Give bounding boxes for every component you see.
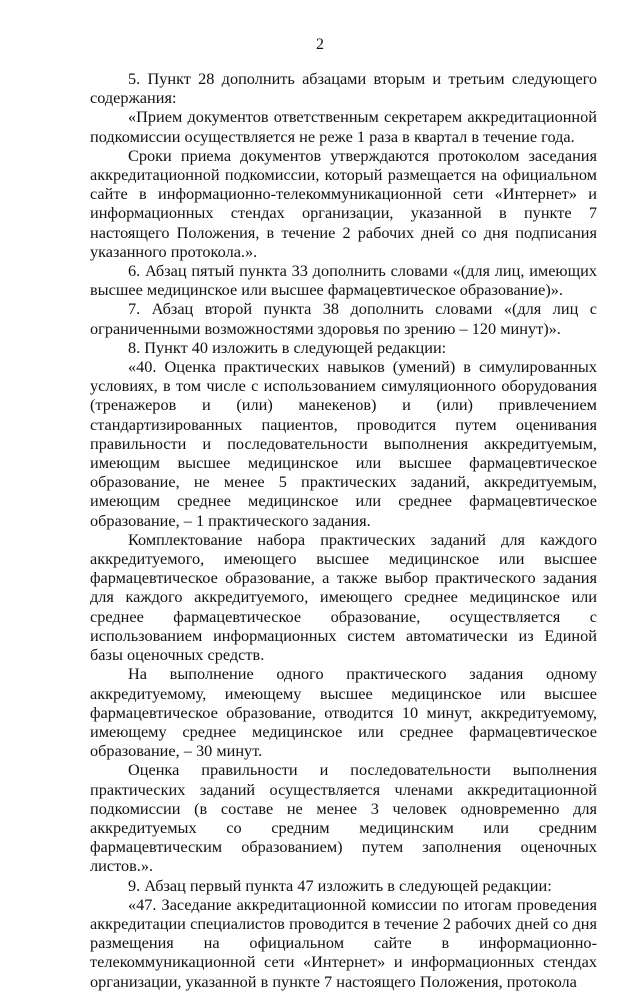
paragraph-point-40: «40. Оценка практических навыков (умений) в симулированных условиях, в том числе с использованием симуляционного оборудования (тренажеров и (или) манекенов) и (или) привлечением стандартизированных пациентов, проводится путем оценивания правильности и последовательности выполнения аккредитуемым, имеющим высшее медицинское или высшее фармацевтическое образование, не менее 5 практических заданий, аккредитуемым, имеющим среднее медицинское или среднее фармацевтическое образование, – 1 практического задания. — [90, 357, 597, 530]
paragraph-item-6: 6. Абзац пятый пункта 33 дополнить словами «(для лиц, имеющих высшее медицинское или высшее фармацевтическое образование)». — [90, 261, 597, 300]
paragraph-item-9: 9. Абзац первый пункта 47 изложить в следующей редакции: — [128, 875, 552, 895]
paragraph-task-time: На выполнение одного практического задания одному аккредитуемому, имеющему высшее медицинское или высшее фармацевтическое образование, отводится 10 минут, аккредитуемому, имеющему среднее медицинское или среднее фармацевтическое образование, – 30 минут. — [90, 664, 597, 761]
page-number: 2 — [316, 36, 324, 53]
paragraph-item-5: 5. Пункт 28 дополнить абзацами вторым и третьим следующего содержания: — [90, 69, 597, 108]
document-body — [90, 69, 597, 991]
paragraph-quote-acceptance: «Прием документов ответственным секретарем аккредитационной подкомиссии осуществляется не реже 1 раза в квартал в течение года. — [90, 107, 597, 146]
paragraph-evaluation: Оценка правильности и последовательности выполнения практических заданий осуществляется членами аккредитационной подкомиссии (в составе не менее 3 человек одновременно для аккредитуемых со средним медицинским или средним фармацевтическим образованием) путем заполнения оценочных листов.». — [90, 760, 597, 876]
paragraph-item-7: 7. Абзац второй пункта 38 дополнить словами «(для лиц с ограниченными возможностями здоровья по зрению – 120 минут)». — [90, 299, 597, 338]
paragraph-deadlines: Сроки приема документов утверждаются протоколом заседания аккредитационной подкомиссии, который размещается на официальном сайте в информационно-телекоммуникационной сети «Интернет» и информационных стендах организации, указанной в пункте 7 настоящего Положения, в течение 2 рабочих дней со дня подписания указанного протокола.». — [90, 145, 597, 261]
paragraph-task-set: Комплектование набора практических заданий для каждого аккредитуемого, имеющего высшее медицинское или высшее фармацевтическое образование, а также выбор практического задания для каждого аккредитуемого, имеющего среднее медицинское или среднее фармацевтическое образование, осуществляется с использованием информационных систем автоматически из Единой базы оценочных средств. — [90, 529, 597, 665]
paragraph-item-8: 8. Пункт 40 изложить в следующей редакции: — [128, 337, 447, 357]
paragraph-point-47: «47. Заседание аккредитационной комиссии по итогам проведения аккредитации специалистов проводится в течение 2 рабочих дней со дня размещения на официальном сайте в информационно-телекоммуникационной сети «Интернет» и информационных стендах организации, указанной в пункте 7 настоящего Положения, протокола — [90, 894, 597, 991]
